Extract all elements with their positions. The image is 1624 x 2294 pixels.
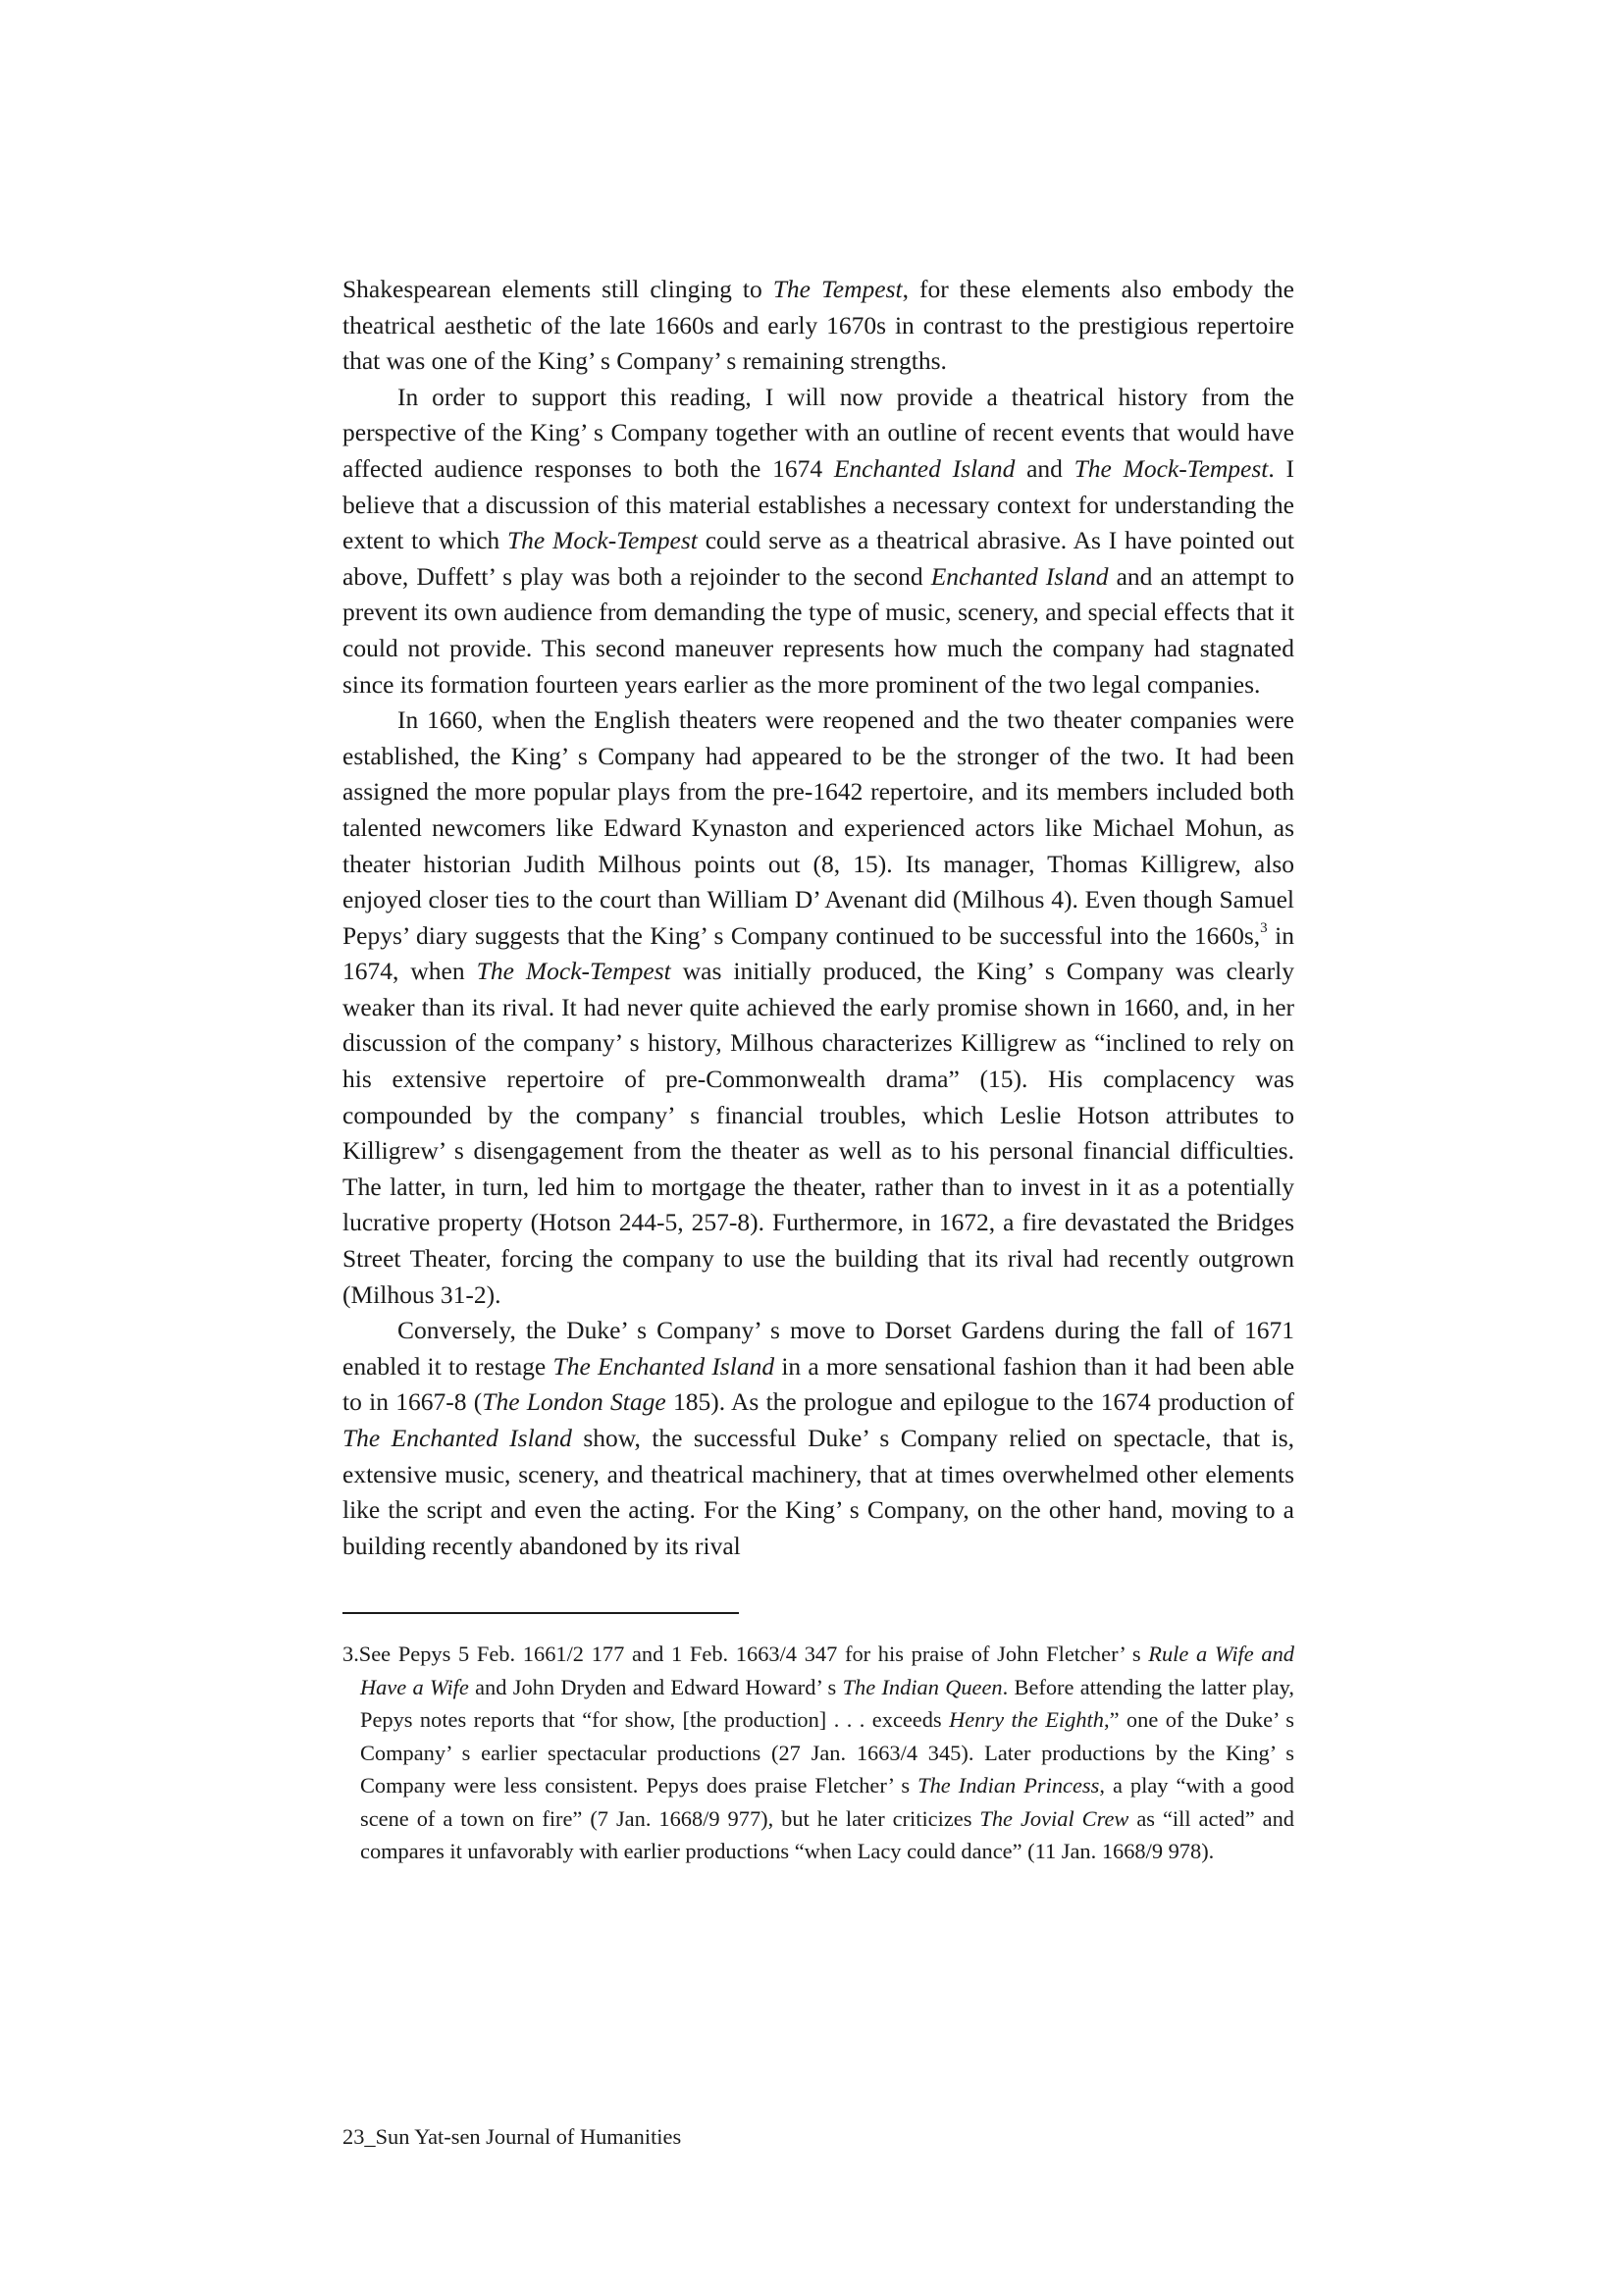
footnote-reference-3[interactable]: 3 (1260, 919, 1268, 936)
italic-title: The Tempest (772, 275, 903, 303)
text-run: . I believe that a discussion of this material establishes a necessary context for understanding the extent to which (342, 453, 1294, 555)
italic-title: The Mock-Tempest (1074, 453, 1269, 483)
paragraph-3 (342, 703, 1294, 1313)
paragraph-4 (342, 1313, 1294, 1564)
paragraph-1 (342, 272, 1294, 380)
text-run: 3.See Pepys 5 Feb. 1661/2 177 and 1 Feb. 1663/4 347 for his praise of John Fletcher’ s (342, 1642, 1149, 1667)
text-run: in 1674, when (342, 920, 1294, 986)
italic-title: The Enchanted Island (342, 1424, 572, 1452)
italic-title: The Mock-Tempest (507, 526, 698, 555)
text-run: . Before attending the latter play, Pepys notes reports that “for show, [the production] . . . exceeds (360, 1674, 1294, 1733)
text-run: was initially produced, the King’ s Company was clearly weaker than its rival. It had never quite achieved the early promise shown in 1660, and, in her discussion of the company’ s history, Milhous characterizes Killigrew as “inclined to rely on his extensive repertoire of pre-Commonwealth drama” (15). His complacency was compounded by the company’ s financial troubles, which Leslie Hotson attributes to Killigrew’ s disengagement from the theater as well as to his personal financial difficulties. The latter, in turn, led him to mortgage the theater, rather than to invest in it as a potentially lucrative property (Hotson 244-5, 257-8). Furthermore, in 1672, a fire devastated the Bridges Street Theater, forcing the company to use the building that its rival had recently outgrown (Milhous 31-2). (342, 957, 1294, 1309)
text-run: Conversely, the Duke’ s Company’ s move to Dorset Gardens during the fall of 1671 enabled it to restage (342, 1316, 1294, 1381)
text-run: and an attempt to prevent its own audience from demanding the type of music, scenery, and special effects that it could not provide. This second maneuver represents how much the company had stagnated since its formation fourteen years earlier as the more prominent of the two legal companies. (342, 561, 1294, 699)
italic-title: Henry the Eighth (949, 1707, 1104, 1733)
italic-title: The Jovial Crew (979, 1805, 1129, 1831)
text-run: , a play “with a good scene of a town on fire” (7 Jan. 1668/9 977), but he later criticizes (360, 1773, 1294, 1831)
text-run: and (1015, 453, 1074, 483)
italic-title: The Mock-Tempest (476, 957, 671, 986)
page-content (342, 272, 1294, 1868)
text-run: and John Dryden and Edward Howard’ s (468, 1674, 843, 1699)
text-run: , for these elements also embody the theatrical aesthetic of the late 1660s and early 1670s in contrast to the prestigious repertoire that was one of the King’ s Company’ s remaining strengths. (342, 275, 1295, 376)
body-text (342, 272, 1294, 1564)
footnote-3 (342, 1638, 1294, 1868)
italic-title: Rule a Wife and Have a Wife (360, 1642, 1294, 1699)
italic-title: Enchanted Island (833, 453, 1016, 483)
text-run: as “ill acted” and compares it unfavorably with earlier productions “when Lacy could dance” (11 Jan. 1668/9 978). (360, 1805, 1294, 1864)
text-run: In order to support this reading, I will now provide a theatrical history from the perspective of the King’ s Company together with an outline of recent events that would have affected audience responses to both the 1674 (342, 382, 1294, 483)
italic-title: The Indian Princess (917, 1773, 1100, 1799)
italic-title: The Indian Queen (842, 1674, 1003, 1699)
paragraph-2 (342, 380, 1294, 703)
text-run: 185). As the prologue and epilogue to the 1674 production of (665, 1387, 1294, 1417)
text-run: could serve as a theatrical abrasive. As I have pointed out above, Duffett’ s play was both a rejoinder to the second (342, 526, 1294, 591)
running-footer: 23_Sun Yat-sen Journal of Humanities (342, 2124, 682, 2149)
italic-title: The Enchanted Island (552, 1351, 775, 1381)
paragraph-3-text-after-note (342, 921, 1294, 1309)
italic-title: The London Stage (482, 1387, 666, 1417)
text-run: in a more sensational fashion than it had been able to in 1667-8 ( (342, 1351, 1295, 1417)
footnote-divider (342, 1612, 739, 1614)
paragraph-3-text-before-note: In 1660, when the English theaters were reopened and the two theater companies were established, the King’ s Company had appeared to be the stronger of the two. It had been assigned the more popular plays from the pre-1642 repertoire, and its members included both talented newcomers like Edward Kynaston and experienced actors like Michael Mohun, as theater historian Judith Milhous points out (8, 15). Its manager, Thomas Killigrew, also enjoyed closer ties to the court than William D’ Avenant did (Milhous 4). Even though Samuel Pepys’ diary suggests that the King’ s Company continued to be successful into the 1660s, (342, 705, 1294, 950)
text-run: show, the successful Duke’ s Company relied on spectacle, that is, extensive music, scenery, and theatrical machinery, that at times overwhelmed other elements like the script and even the acting. For the King’ s Company, on the other hand, moving to a building recently abandoned by its rival (342, 1424, 1294, 1560)
text-run: ,” one of the Duke’ s Company’ s earlier spectacular productions (27 Jan. 1663/4 345). Later productions by the King’ s Company were less consistent. Pepys does praise Fletcher’ s (360, 1707, 1294, 1799)
text-run: Shakespearean elements still clinging to (342, 275, 773, 303)
italic-title: Enchanted Island (930, 561, 1109, 591)
